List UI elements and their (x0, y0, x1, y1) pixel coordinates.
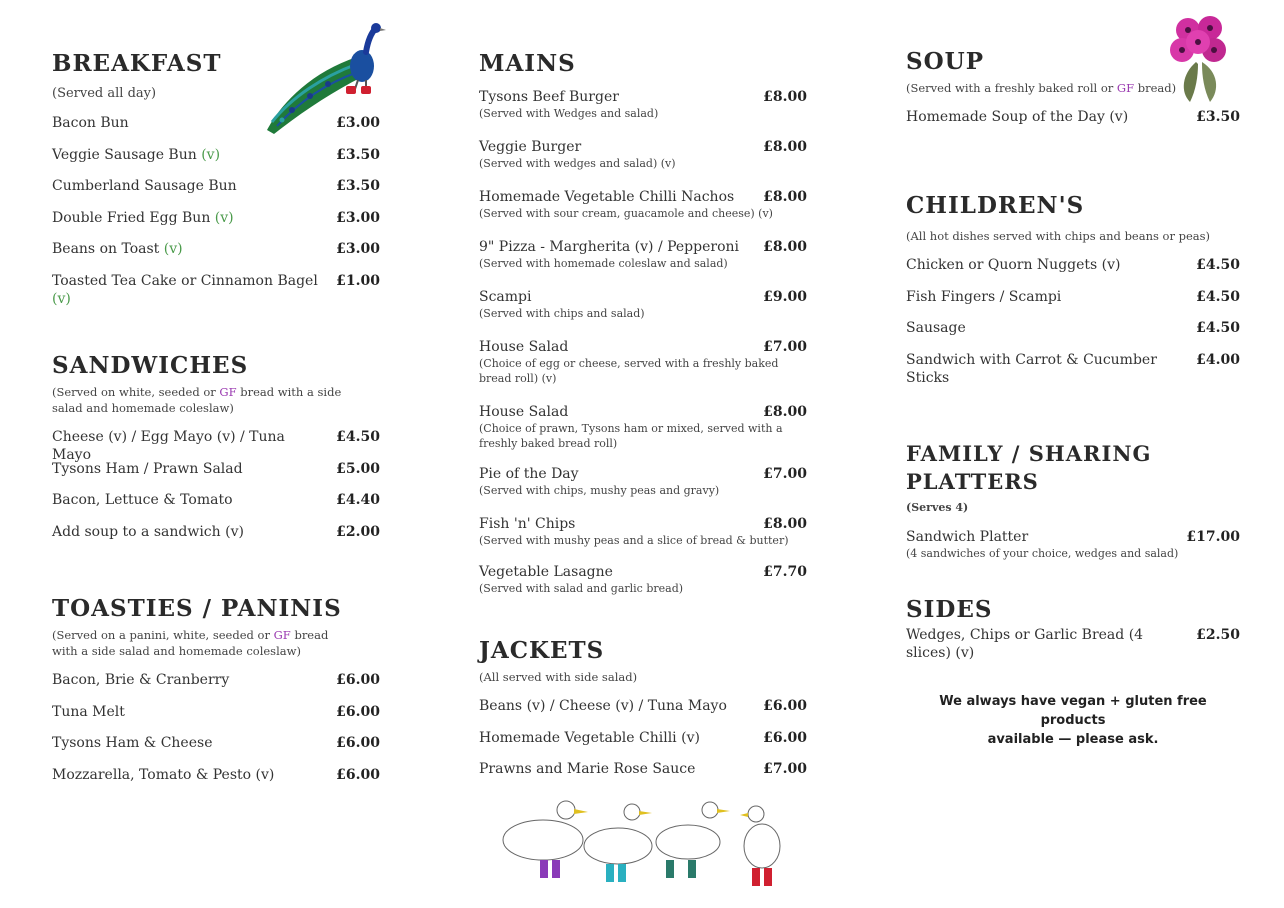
menu-item-price: £4.00 (1196, 351, 1240, 368)
menu-item-price: £8.00 (763, 189, 807, 205)
menu-item-description: (Served with chips and salad) (479, 307, 645, 320)
menu-item-name: Sandwich Platter (906, 529, 1029, 545)
menu-item-name: Tuna Melt (52, 703, 125, 720)
menu-item-name: Mozzarella, Tomato & Pesto (v) (52, 766, 275, 783)
menu-item (479, 138, 807, 188)
menu-item: Bacon Bun £3.00 (52, 115, 380, 131)
menu-item (52, 523, 380, 555)
menu-item-name: Homemade Vegetable Chilli Nachos (479, 189, 735, 205)
menu-item (52, 428, 380, 463)
toasties-heading: TOASTIES / PANINIS (52, 595, 342, 622)
menu-item-name: Pie of the Day (479, 466, 579, 482)
vegetarian-mark: (v) (52, 290, 71, 307)
family-platters-list (906, 528, 1240, 561)
menu-item (52, 766, 380, 798)
menu-item-price: £3.00 (336, 115, 380, 131)
menu-item: Veggie Sausage Bun (v) £3.50 (52, 146, 380, 163)
menu-item-name: Wedges, Chips or Garlic Bread (4 slices) (v) (906, 627, 1144, 661)
menu-item (906, 256, 1240, 288)
menu-item-price: £7.00 (763, 466, 807, 482)
menu-item-price: £4.50 (1196, 288, 1240, 305)
menu-item (52, 734, 380, 766)
menu-item (906, 351, 1240, 386)
sides-list (906, 626, 1240, 662)
childrens-heading: CHILDREN'S (906, 192, 1085, 219)
gluten-free-mark: GF (1116, 81, 1135, 95)
jackets-section (479, 637, 807, 792)
menu-item-price: £8.00 (763, 516, 807, 532)
menu-item (479, 288, 807, 338)
menu-item: Beans on Toast (v) £3.00 (52, 241, 380, 257)
menu-item-price: £2.00 (336, 523, 380, 540)
sides-section (906, 596, 1240, 662)
sandwiches-section (52, 352, 380, 554)
menu-item-description: (Served with wedges and salad) (v) (479, 157, 676, 170)
menu-item-price: £6.00 (336, 766, 380, 783)
mains-section (479, 50, 807, 603)
menu-item (479, 403, 807, 465)
menu-item-name: Chicken or Quorn Nuggets (v) (906, 257, 1121, 273)
menu-item-price: £8.00 (763, 139, 807, 155)
ducks-in-wellies-icon (498, 798, 788, 890)
breakfast-heading: BREAKFAST (52, 50, 222, 77)
sandwiches-list (52, 428, 380, 554)
menu-item-name: House Salad (479, 404, 569, 420)
menu-item-name: Tysons Beef Burger (479, 89, 619, 105)
gluten-free-mark: GF (273, 628, 291, 642)
childrens-list (906, 256, 1240, 386)
menu-item (479, 760, 807, 792)
menu-item-name: Bacon, Brie & Cranberry (52, 672, 230, 688)
menu-item (479, 515, 807, 563)
menu-item-description: (Served with homemade coleslaw and salad) (479, 257, 728, 270)
toasties-list (52, 671, 380, 797)
menu-item-description: (Served with mushy peas and a slice of bread & butter) (479, 534, 789, 547)
menu-item-price: £2.50 (1196, 627, 1240, 643)
menu-item-name: Vegetable Lasagne (479, 564, 613, 580)
menu-item-name: Fish Fingers / Scampi (906, 288, 1062, 305)
menu-item-price: £9.00 (763, 289, 807, 305)
sandwiches-note: (Served on white, seeded or GF bread with a side salad and homemade coleslaw) (52, 385, 342, 415)
family-platters-note: (Serves 4) (906, 501, 969, 514)
menu-item-price: £3.50 (336, 178, 380, 194)
menu-item-name: Tysons Ham / Prawn Salad (52, 460, 243, 477)
menu-item-price: £17.00 (1186, 529, 1240, 545)
menu-item-name: 9" Pizza - Margherita (v) / Pepperoni (479, 239, 740, 255)
vegan-gluten-free-note (906, 692, 1240, 749)
menu-item (906, 626, 1240, 662)
peacock-icon (262, 22, 386, 136)
menu-item-price: £8.00 (763, 239, 807, 255)
menu-item (52, 460, 380, 492)
menu-item (906, 108, 1240, 140)
family-platters-heading: FAMILY / SHARING PLATTERS (906, 441, 1152, 494)
toasties-section (52, 595, 380, 797)
menu-item-price: £6.00 (763, 729, 807, 746)
menu-item-description: (Served with sour cream, guacamole and cheese) (v) (479, 207, 773, 220)
menu-item-price: £6.00 (336, 672, 380, 688)
menu-item-price: £4.50 (1196, 257, 1240, 273)
menu-item-description: (Served with chips, mushy peas and gravy) (479, 484, 720, 497)
menu-item-price: £3.50 (1196, 109, 1240, 125)
sides-heading: SIDES (906, 596, 993, 623)
menu-item-name: Sausage (906, 320, 966, 336)
menu-item-price: £6.00 (763, 698, 807, 714)
menu-item (52, 491, 380, 523)
menu-item: Toasted Tea Cake or Cinnamon Bagel (v) £1.00 (52, 272, 380, 307)
menu-item-price: £8.00 (763, 404, 807, 420)
sandwiches-heading: SANDWICHES (52, 352, 249, 379)
menu-item-price: £8.00 (763, 89, 807, 105)
childrens-note: (All hot dishes served with chips and beans or peas) (906, 229, 1211, 243)
toasties-note: (Served on a panini, white, seeded or GF bread with a side salad and homemade coleslaw) (52, 628, 329, 658)
menu-item-name: Homemade Soup of the Day (v) (906, 109, 1129, 125)
menu-item-price: £3.00 (336, 209, 380, 226)
menu-item-name: Scampi (479, 289, 532, 305)
mains-heading: MAINS (479, 50, 576, 77)
menu-item (906, 288, 1240, 320)
menu-item-name: Bacon, Lettuce & Tomato (52, 492, 233, 508)
menu-item (906, 319, 1240, 351)
vegetarian-mark: (v) (201, 146, 221, 163)
soup-list (906, 108, 1240, 140)
menu-item-description: (4 sandwiches of your choice, wedges and salad) (906, 547, 1179, 560)
menu-item (906, 528, 1240, 561)
menu-item-price: £4.40 (336, 492, 380, 508)
breakfast-note: (Served all day) (52, 86, 157, 101)
jackets-list (479, 697, 807, 792)
menu-item-price: £7.00 (763, 761, 807, 777)
menu-item-price: £7.70 (763, 564, 807, 580)
vegetarian-mark: (v) (163, 241, 183, 257)
menu-item-name: Beans (v) / Cheese (v) / Tuna Mayo (479, 698, 727, 714)
menu-item-price: £7.00 (763, 339, 807, 355)
menu-item-price: £4.50 (336, 429, 380, 445)
jackets-heading: JACKETS (479, 637, 605, 664)
menu-item-name: Sandwich with Carrot & Cucumber Sticks (906, 351, 1157, 386)
menu-item-name: Prawns and Marie Rose Sauce (479, 761, 696, 777)
menu-item (479, 88, 807, 138)
soup-note: (Served with a freshly baked roll or GF bread) (906, 81, 1177, 95)
menu-item-price: £1.00 (336, 272, 380, 289)
menu-item-name: House Salad (479, 339, 569, 355)
menu-item (479, 729, 807, 761)
menu-item: Double Fried Egg Bun (v) £3.00 (52, 209, 380, 226)
mains-list (479, 88, 807, 603)
menu-item-name: Add soup to a sandwich (v) (52, 523, 244, 540)
menu-item-description: (Choice of egg or cheese, served with a freshly baked bread roll) (v) (479, 357, 779, 385)
menu-item-name: Cheese (v) / Egg Mayo (v) / Tuna Mayo (52, 429, 285, 463)
breakfast-list (52, 114, 380, 307)
menu-item-price: £6.00 (336, 703, 380, 720)
menu-item (52, 671, 380, 703)
menu-item-name: Tysons Ham & Cheese (52, 735, 213, 751)
vegetarian-mark: (v) (214, 209, 234, 226)
jackets-note: (All served with side salad) (479, 670, 638, 684)
menu-item-price: £3.00 (336, 241, 380, 257)
menu-item (479, 465, 807, 515)
vegan-note-line-1: We always have vegan + gluten free products (939, 694, 1207, 728)
menu-item-description: (Served with salad and garlic bread) (479, 582, 684, 595)
menu-item: Cumberland Sausage Bun £3.50 (52, 178, 380, 194)
menu-item-price: £5.00 (336, 460, 380, 477)
gluten-free-mark: GF (219, 385, 237, 399)
primrose-flower-icon (1166, 12, 1234, 104)
menu-item-price: £4.50 (1196, 320, 1240, 336)
family-platters-section (906, 440, 1240, 561)
menu-item-name: Homemade Vegetable Chilli (v) (479, 729, 700, 746)
menu-item-price: £6.00 (336, 735, 380, 751)
menu-item (479, 563, 807, 603)
menu-item-name: Fish 'n' Chips (479, 516, 576, 532)
menu-item (479, 338, 807, 403)
soup-heading: SOUP (906, 48, 984, 75)
vegan-note-line-2: available — please ask. (987, 732, 1159, 747)
menu-item (479, 238, 807, 288)
menu-item (479, 697, 807, 729)
menu-item-name: Veggie Burger (479, 139, 582, 155)
menu-item (479, 188, 807, 238)
childrens-section (906, 192, 1240, 386)
menu-item-description: (Served with Wedges and salad) (479, 107, 659, 120)
menu-item-description: (Choice of prawn, Tysons ham or mixed, served with a freshly baked bread roll) (479, 422, 783, 450)
menu-item-price: £3.50 (336, 146, 380, 163)
menu-item (52, 703, 380, 735)
